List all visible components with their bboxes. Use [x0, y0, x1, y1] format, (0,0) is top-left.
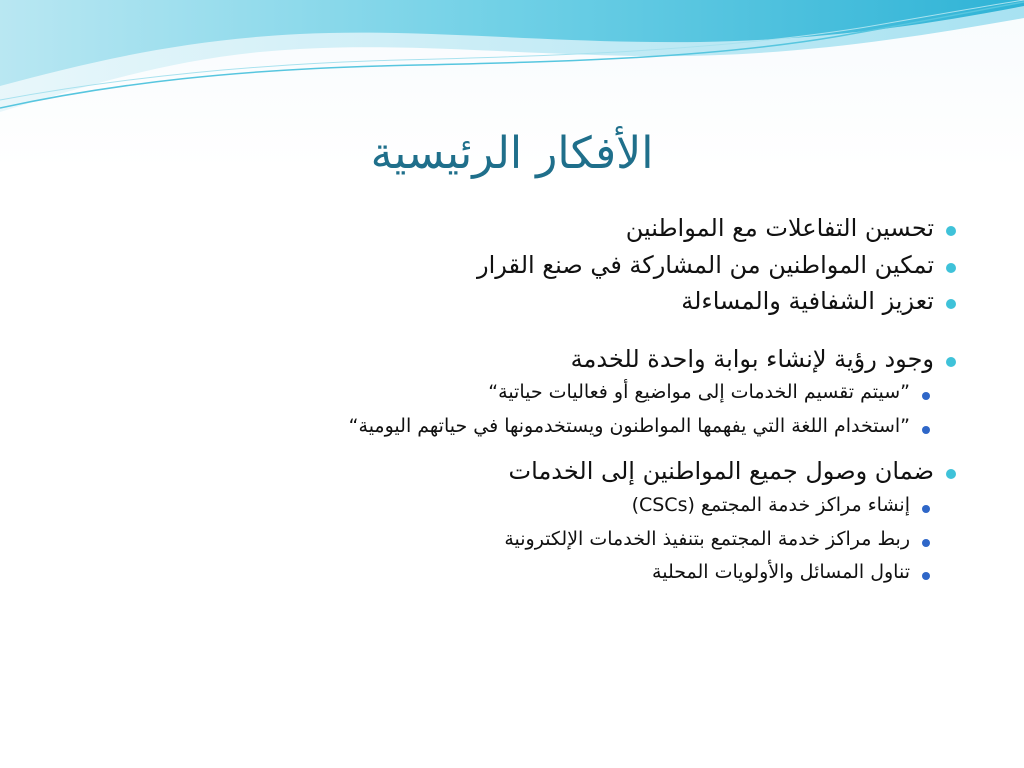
sub-bullet-text: ”استخدام اللغة التي يفهمها المواطنون ويستخدمونها في حياتهم اليومية“: [348, 415, 910, 438]
bullet-list: [132, 215, 962, 596]
sub-bullet-dot-icon: [922, 572, 930, 580]
bullet-text: تحسين التفاعلات مع المواطنين: [625, 214, 934, 242]
bullet-text: تمكين المواطنين من المشاركة في صنع القرار: [477, 250, 934, 279]
bullet-item-5: [132, 458, 962, 486]
bullet-item-2: [132, 252, 962, 280]
bullet-text: وجود رؤية لإنشاء بوابة واحدة للخدمة: [570, 344, 934, 373]
sub-bullet-dot-icon: [922, 392, 930, 400]
bullet-dot-icon: [946, 357, 956, 367]
bullet-dot-icon: [946, 469, 956, 479]
sub-bullet-item: [132, 562, 962, 584]
sub-bullet-text: ربط مراكز خدمة المجتمع بتنفيذ الخدمات الإلكترونية: [504, 527, 910, 550]
sub-bullet-dot-icon: [922, 426, 930, 434]
bullet-dot-icon: [946, 299, 956, 309]
bullet-item-3: [132, 288, 962, 316]
sub-bullet-item: [132, 495, 962, 517]
sub-bullet-dot-icon: [922, 539, 930, 547]
slide-title: الأفكار الرئيسية: [370, 128, 654, 179]
sub-bullet-item: [132, 382, 962, 404]
sub-bullet-text: ”سيتم تقسيم الخدمات إلى مواضيع أو فعاليات حياتية“: [488, 381, 910, 404]
sub-bullet-dot-icon: [922, 505, 930, 513]
bullet-item-1: [132, 215, 962, 243]
header-wave-decoration: [0, 0, 1024, 130]
bullet-dot-icon: [946, 226, 956, 236]
sub-bullet-text: إنشاء مراكز خدمة المجتمع (CSCs): [631, 493, 910, 516]
bullet-dot-icon: [946, 263, 956, 273]
bullet-text: تعزيز الشفافية والمساءلة: [681, 287, 934, 316]
sub-bullet-item: [132, 529, 962, 551]
bullet-text: ضمان وصول جميع المواطنين إلى الخدمات: [508, 457, 934, 486]
bullet-item-4: [132, 346, 962, 374]
sub-bullet-text: تناول المسائل والأولويات المحلية: [652, 561, 910, 584]
sub-bullet-item: [132, 416, 962, 438]
